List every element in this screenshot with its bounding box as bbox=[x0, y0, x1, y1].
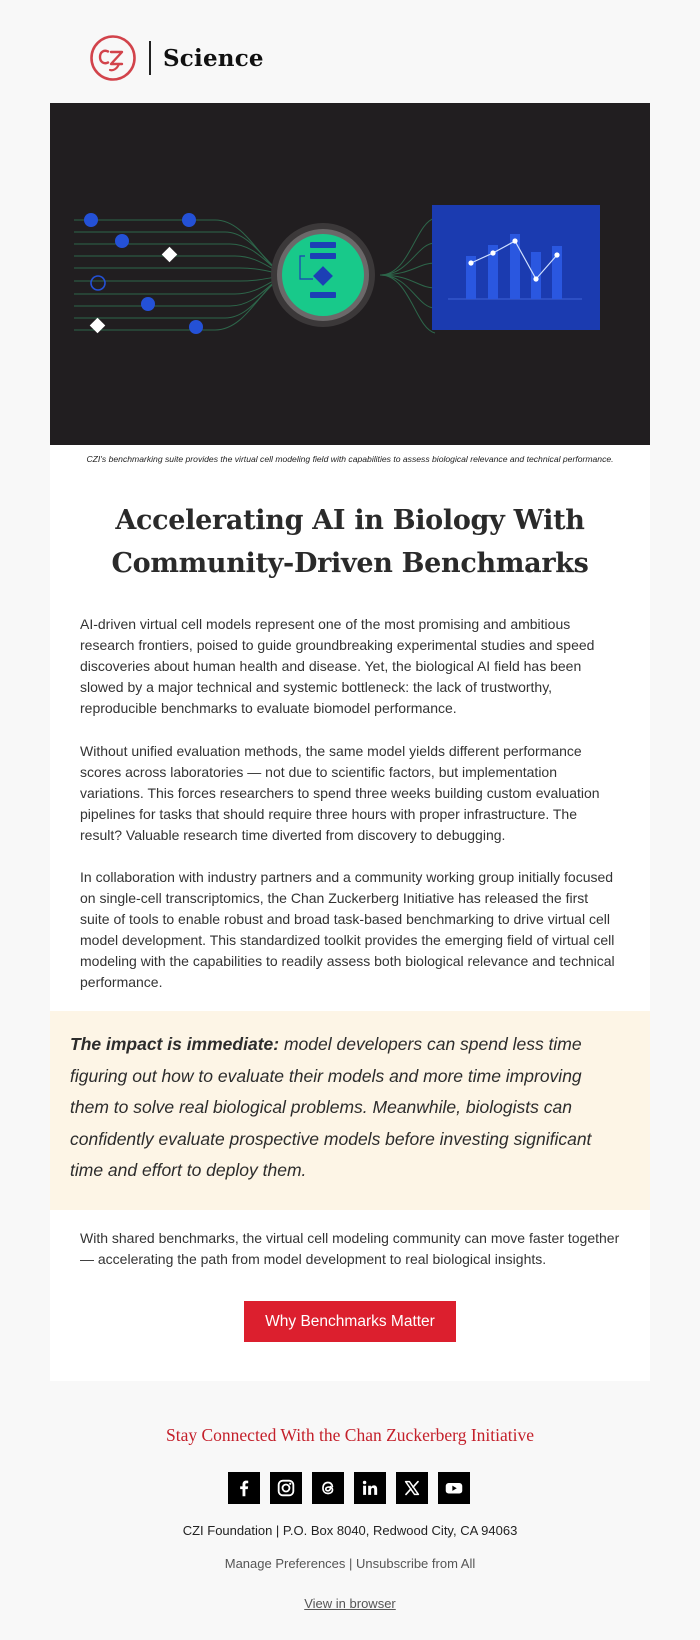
logo-wordmark: Science bbox=[163, 44, 264, 72]
youtube-link[interactable] bbox=[438, 1472, 470, 1504]
threads-link[interactable] bbox=[312, 1472, 344, 1504]
view-in-browser-link[interactable]: View in browser bbox=[304, 1596, 396, 1611]
paragraph-solution: In collaboration with industry partners and a community working group initially focused on single-cell transcriptomics, the Chan Zuckerberg Initiative has released the first suite of tools to enable robust and broad task-based benchmarking to drive virtual cell model development. This standardized toolkit provides the emerging field of virtual cell modeling with the capabilities to readily assess both biological relevance and technical performance. bbox=[80, 869, 615, 990]
content-card bbox=[50, 103, 650, 1381]
hero-caption: CZI's benchmarking suite provides the virtual cell modeling field with capabilities to assess biological relevance and technical performance. bbox=[86, 454, 614, 464]
social-links bbox=[228, 1472, 470, 1504]
youtube-icon bbox=[443, 1477, 465, 1499]
czi-science-logo[interactable] bbox=[89, 33, 264, 83]
impact-callout bbox=[50, 1011, 650, 1210]
footer-address: CZI Foundation | P.O. Box 8040, Redwood City, CA 94063 bbox=[182, 1523, 518, 1538]
unsubscribe-link[interactable]: Unsubscribe from All bbox=[356, 1556, 476, 1571]
linkedin-link[interactable] bbox=[354, 1472, 386, 1504]
callout-text bbox=[70, 1029, 625, 1187]
threads-icon bbox=[317, 1477, 339, 1499]
instagram-link[interactable] bbox=[270, 1472, 302, 1504]
stay-connected-heading: Stay Connected With the Chan Zuckerberg Initiative bbox=[166, 1425, 534, 1445]
callout-body: model developers can spend less time figuring out how to evaluate their models and more time improving them to solve real biological problems. Meanwhile, biologists can confidently evaluate prospective models before investing significant time and effort to deploy them. bbox=[70, 1034, 592, 1180]
hero-image bbox=[50, 103, 650, 445]
logo-divider bbox=[149, 41, 151, 75]
paragraph-closing: With shared benchmarks, the virtual cell modeling community can move faster together — accelerating the path from model development to real biological insights. bbox=[80, 1230, 620, 1267]
paragraph-problem: Without unified evaluation methods, the same model yields different performance scores across laboratories — not due to scientific factors, but implementation variations. This forces researchers to spend three weeks building custom evaluation pipelines for tasks that should require three hours with proper infrastructure. The result? Valuable research time diverted from discovery to debugging. bbox=[80, 743, 600, 843]
why-benchmarks-matter-button[interactable]: Why Benchmarks Matter bbox=[244, 1301, 456, 1342]
facebook-link[interactable] bbox=[228, 1472, 260, 1504]
instagram-icon bbox=[275, 1477, 297, 1499]
czi-logo-icon bbox=[89, 34, 137, 82]
facebook-icon bbox=[233, 1477, 255, 1499]
manage-preferences-link[interactable]: Manage Preferences bbox=[224, 1556, 346, 1571]
x-link[interactable] bbox=[396, 1472, 428, 1504]
article-title: Accelerating AI in Biology With Community-Driven Benchmarks bbox=[111, 505, 589, 579]
footer-separator: | bbox=[345, 1556, 357, 1571]
linkedin-icon bbox=[359, 1477, 381, 1499]
x-icon bbox=[401, 1477, 423, 1499]
callout-lead: The impact is immediate: bbox=[70, 1034, 280, 1054]
benchmark-illustration-icon bbox=[50, 103, 650, 445]
paragraph-intro: AI-driven virtual cell models represent one of the most promising and ambitious research frontiers, poised to guide groundbreaking experimental studies and speed discoveries about human health and disease. Yet, the biological AI field has been slowed by a major technical and systemic bottleneck: the lack of trustworthy, reproducible benchmarks to evaluate biomodel performance. bbox=[80, 616, 595, 716]
footer-preference-links bbox=[0, 1556, 700, 1571]
view-in-browser-row bbox=[0, 1596, 700, 1611]
